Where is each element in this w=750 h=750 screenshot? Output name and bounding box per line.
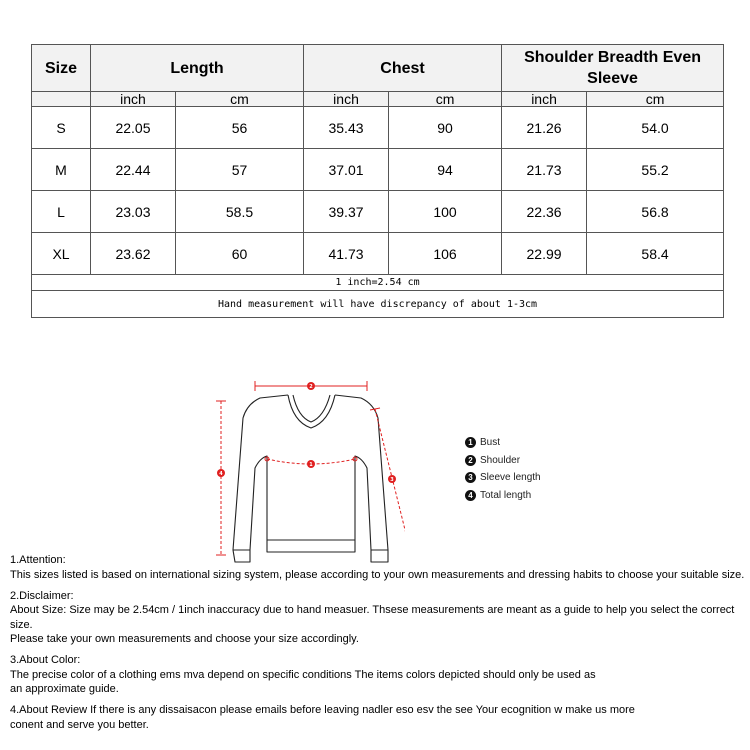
shoulder-cm-cell: 55.2 xyxy=(587,149,724,191)
disclaimer-text: About Size: Size may be 2.54cm / 1inch inaccuracy due to hand measuer. Thsese measurements are meant as a guide to help you select the correct size. xyxy=(10,604,735,631)
length-cm-cell: 57 xyxy=(176,149,304,191)
attention-text: This sizes listed is based on international sizing system, please according to your own measurements and dressing habits to choose your suitable size. xyxy=(10,568,745,581)
attention-title: 1.Attention: xyxy=(10,554,66,566)
conversion-note: 1 inch=2.54 cm xyxy=(32,275,724,291)
legend-label: Shoulder xyxy=(480,454,521,466)
length-inch-cell: 23.62 xyxy=(91,233,176,275)
shoulder-inch-cell: 22.36 xyxy=(502,191,587,233)
table-header-row xyxy=(32,45,724,92)
legend-number: 4 xyxy=(465,490,476,501)
unit-inch: inch xyxy=(304,92,389,107)
shoulder-cm-cell: 54.0 xyxy=(587,107,724,149)
chest-inch-cell: 35.43 xyxy=(304,107,389,149)
measure-lines xyxy=(216,381,405,562)
length-cm-cell: 58.5 xyxy=(176,191,304,233)
size-chart-table xyxy=(31,44,724,318)
shoulder-inch-cell: 21.73 xyxy=(502,149,587,191)
color-note xyxy=(10,653,745,697)
shoulder-inch-cell: 21.26 xyxy=(502,107,587,149)
chest-cm-cell: 100 xyxy=(389,191,502,233)
chest-header: Chest xyxy=(304,45,502,92)
length-inch-cell: 22.44 xyxy=(91,149,176,191)
length-header: Length xyxy=(91,45,304,92)
legend-item xyxy=(465,469,541,487)
size-cell: L xyxy=(32,191,91,233)
unit-cm: cm xyxy=(176,92,304,107)
size-header: Size xyxy=(32,45,91,92)
measure-markers xyxy=(217,382,396,483)
length-cm-cell: 56 xyxy=(176,107,304,149)
shoulder-cm-cell: 58.4 xyxy=(587,233,724,275)
table-row xyxy=(32,107,724,149)
measurement-note: Hand measurement will have discrepancy of about 1-3cm xyxy=(32,291,724,318)
length-cm-cell: 60 xyxy=(176,233,304,275)
size-cell: S xyxy=(32,107,91,149)
size-cell: XL xyxy=(32,233,91,275)
chest-inch-cell: 39.37 xyxy=(304,191,389,233)
unit-cm: cm xyxy=(389,92,502,107)
chest-inch-cell: 41.73 xyxy=(304,233,389,275)
shoulder-header: Shoulder Breadth Even Sleeve xyxy=(502,45,724,92)
measurement-legend xyxy=(465,434,541,504)
review-text: 4.About Review If there is any dissaisacon please emails before leaving nadler eso esv the see Your ecognition w make us more xyxy=(10,704,635,716)
size-cell: M xyxy=(32,149,91,191)
unit-inch: inch xyxy=(91,92,176,107)
chest-cm-cell: 106 xyxy=(389,233,502,275)
table-row xyxy=(32,149,724,191)
review-note xyxy=(10,703,745,732)
legend-number: 1 xyxy=(465,437,476,448)
measurement-note-row xyxy=(32,291,724,318)
shoulder-cm-cell: 56.8 xyxy=(587,191,724,233)
length-inch-cell: 22.05 xyxy=(91,107,176,149)
color-text: The precise color of a clothing ems mva depend on specific conditions The items colors depicted should only be used as xyxy=(10,668,596,681)
shoulder-inch-cell: 22.99 xyxy=(502,233,587,275)
sweater-measurement-diagram xyxy=(195,372,405,567)
legend-number: 2 xyxy=(465,455,476,466)
unit-row xyxy=(32,92,724,107)
notes-section xyxy=(10,553,745,739)
unit-blank xyxy=(32,92,91,107)
disclaimer-text: Please take your own measurements and choose your size accordingly. xyxy=(10,633,359,645)
legend-item xyxy=(465,452,541,470)
legend-label: Bust xyxy=(480,437,501,449)
chest-cm-cell: 94 xyxy=(389,149,502,191)
unit-inch: inch xyxy=(502,92,587,107)
legend-label: Sleeve length xyxy=(480,472,541,484)
color-title: 3.About Color: xyxy=(10,654,81,666)
chest-inch-cell: 37.01 xyxy=(304,149,389,191)
review-text: conent and serve you better. xyxy=(10,718,149,731)
attention-note xyxy=(10,553,745,582)
table-row xyxy=(32,191,724,233)
unit-cm: cm xyxy=(587,92,724,107)
marker-four: 4 xyxy=(219,470,223,477)
legend-item xyxy=(465,487,541,505)
marker-three: 3 xyxy=(390,476,394,483)
marker-one: 1 xyxy=(309,461,313,468)
disclaimer-note xyxy=(10,589,745,647)
length-inch-cell: 23.03 xyxy=(91,191,176,233)
sweater-outline-icon xyxy=(233,395,388,562)
legend-item xyxy=(465,434,541,452)
color-text: an approximate guide. xyxy=(10,683,119,695)
legend-number: 3 xyxy=(465,472,476,483)
table-row xyxy=(32,233,724,275)
chest-cm-cell: 90 xyxy=(389,107,502,149)
marker-two: 2 xyxy=(309,383,313,390)
legend-label: Total length xyxy=(480,489,532,501)
disclaimer-title: 2.Disclaimer: xyxy=(10,589,74,602)
conversion-row xyxy=(32,275,724,291)
